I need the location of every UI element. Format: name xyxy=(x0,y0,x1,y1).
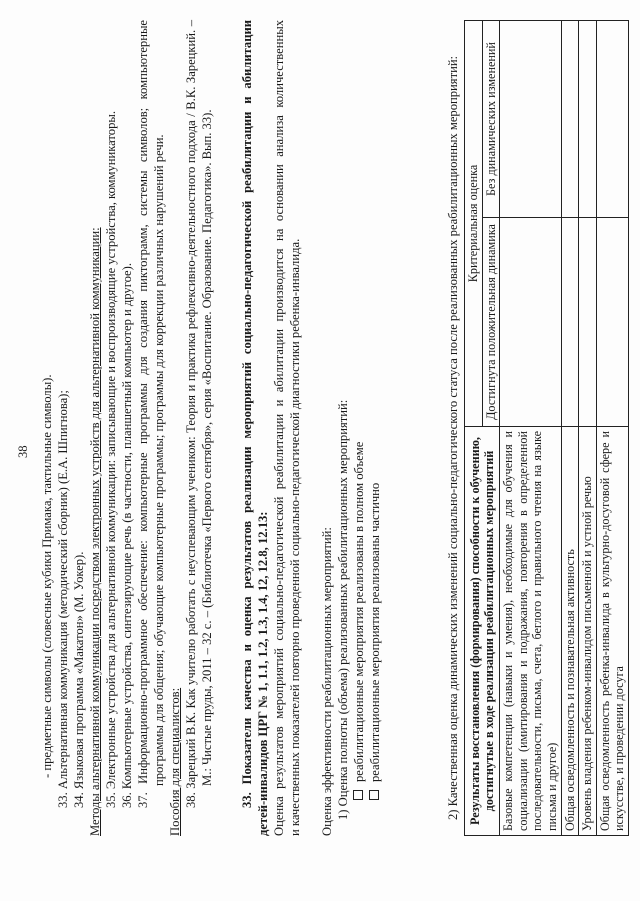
cell-positive[interactable] xyxy=(561,218,579,427)
method-item-35: 35. Электронные устройства для альтернативной коммуникации: записывающие и воспроизводящие устройства, коммуникаторы. xyxy=(104,111,118,808)
row-label: Общая осведомленность и познавательная активность xyxy=(561,427,579,836)
section-33-heading-cont: детей-инвалидов ЦРГ № 1, 1.1, 1.2, 1.3, 1.4, 12, 12.8, 12.13: xyxy=(256,511,270,836)
section-33-heading: 33. Показатели качества и оценка результатов реализации мероприятий социально-педагогической реабилитации и абилитации xyxy=(240,20,254,808)
option-full-label: реабилитационные мероприятия реализованы в полном объеме xyxy=(352,441,366,782)
rotated-content xyxy=(10,10,630,890)
checkbox-full[interactable] xyxy=(353,790,363,800)
assessment-table xyxy=(464,20,629,836)
list-item-34: 34. Языковая программа «Макатон» (М. Уокер). xyxy=(72,551,86,808)
specialist-item-38-cont: М.: Чистые пруды, 2011 – 32 с. – (Библиотечка «Первого сентября», серия «Воспитание. Образование. Педагогика». Вып. 33). xyxy=(200,109,214,786)
section-33-paragraph: Оценка результатов мероприятий социально-педагогической реабилитации и абилитации производится на основании анализа количественных xyxy=(272,20,286,836)
checkbox-partial[interactable] xyxy=(369,790,379,800)
table-row xyxy=(561,21,579,836)
page-number: 38 xyxy=(16,445,30,458)
header-results: Результаты восстановления (формирования) способности к обучению, достигнутые в ходе реализации реабилитационных мероприятий xyxy=(465,427,500,836)
option-full[interactable] xyxy=(352,442,368,800)
option-partial[interactable] xyxy=(368,483,384,800)
effectiveness-item-1: 1) Оценка полноты (объема) реализованных реабилитационных мероприятий: xyxy=(336,399,350,820)
effectiveness-item-2: 2) Качественная оценка динамических изменений социально-педагогического статуса после реализованных реабилитационных мероприятий: xyxy=(446,55,460,820)
row-label: Уровень владения ребенком-инвалидом письменной и устной речью xyxy=(579,427,597,836)
section-33-paragraph-cont: и качественных показателей повторно проведенной социально-педагогической диагностики ребенка-инвалида. xyxy=(288,238,302,836)
table-row xyxy=(596,21,628,836)
header-none: Без динамических изменений xyxy=(482,21,500,218)
cell-positive[interactable] xyxy=(579,218,597,427)
methods-heading: Методы альтернативной коммуникации посредством электронных устройств для альтернативной коммуникации: xyxy=(88,227,102,836)
method-item-37-cont: программы для общения; обучающие компьютерные программы; программы для коррекции различных нарушений речи. xyxy=(152,134,166,786)
cell-positive[interactable] xyxy=(596,218,628,427)
effectiveness-title: Оценка эффективности реабилитационных мероприятий: xyxy=(320,527,334,836)
table-row xyxy=(500,21,561,836)
row-label: Общая осведомленность ребенка-инвалида в культурно-досуговой сфере и искусстве, и проведении досуга xyxy=(596,427,628,836)
cell-none[interactable] xyxy=(579,21,597,218)
header-criteria: Критериальная оценка xyxy=(465,21,483,427)
specialists-heading: Пособия для специалистов: xyxy=(168,687,182,836)
row-label: Базовые компетенции (навыки и умения), необходимые для обучения и социализации (имитирования и подражания, повторения в определенной последовательности, письма, счета, беглого и правильного чтения на языке письма и другое) xyxy=(500,427,561,836)
cell-none[interactable] xyxy=(561,21,579,218)
option-partial-label: реабилитационные мероприятия реализованы частично xyxy=(368,482,382,782)
cell-none[interactable] xyxy=(500,21,561,218)
list-item-33: 33. Альтернативная коммуникация (методический сборник) (Е.А. Шпигнова); xyxy=(56,390,70,808)
table-row xyxy=(579,21,597,836)
specialist-item-38: 38. Зарецкий В.К. Как учителю работать с неуспевающим учеником: Теория и практика рефлексивно-деятельностного подхода / В.К. Зарецкий. – xyxy=(184,20,198,808)
cell-none[interactable] xyxy=(596,21,628,218)
table-header-row xyxy=(465,21,483,836)
method-item-36: 36. Компьютерные устройства, синтезирующие речь (в частности, планшетный компьютер и другое). xyxy=(120,263,134,808)
list-item-symbols: - предметные символы (словесные кубики Примака, тактильные символы). xyxy=(40,374,54,778)
header-positive: Достигнута положительная динамика xyxy=(482,218,500,427)
method-item-37: 37. Информационно-программное обеспечение: компьютерные программы для создания пиктограмм, системы символов; компьютерные xyxy=(136,20,150,808)
cell-positive[interactable] xyxy=(500,218,561,427)
